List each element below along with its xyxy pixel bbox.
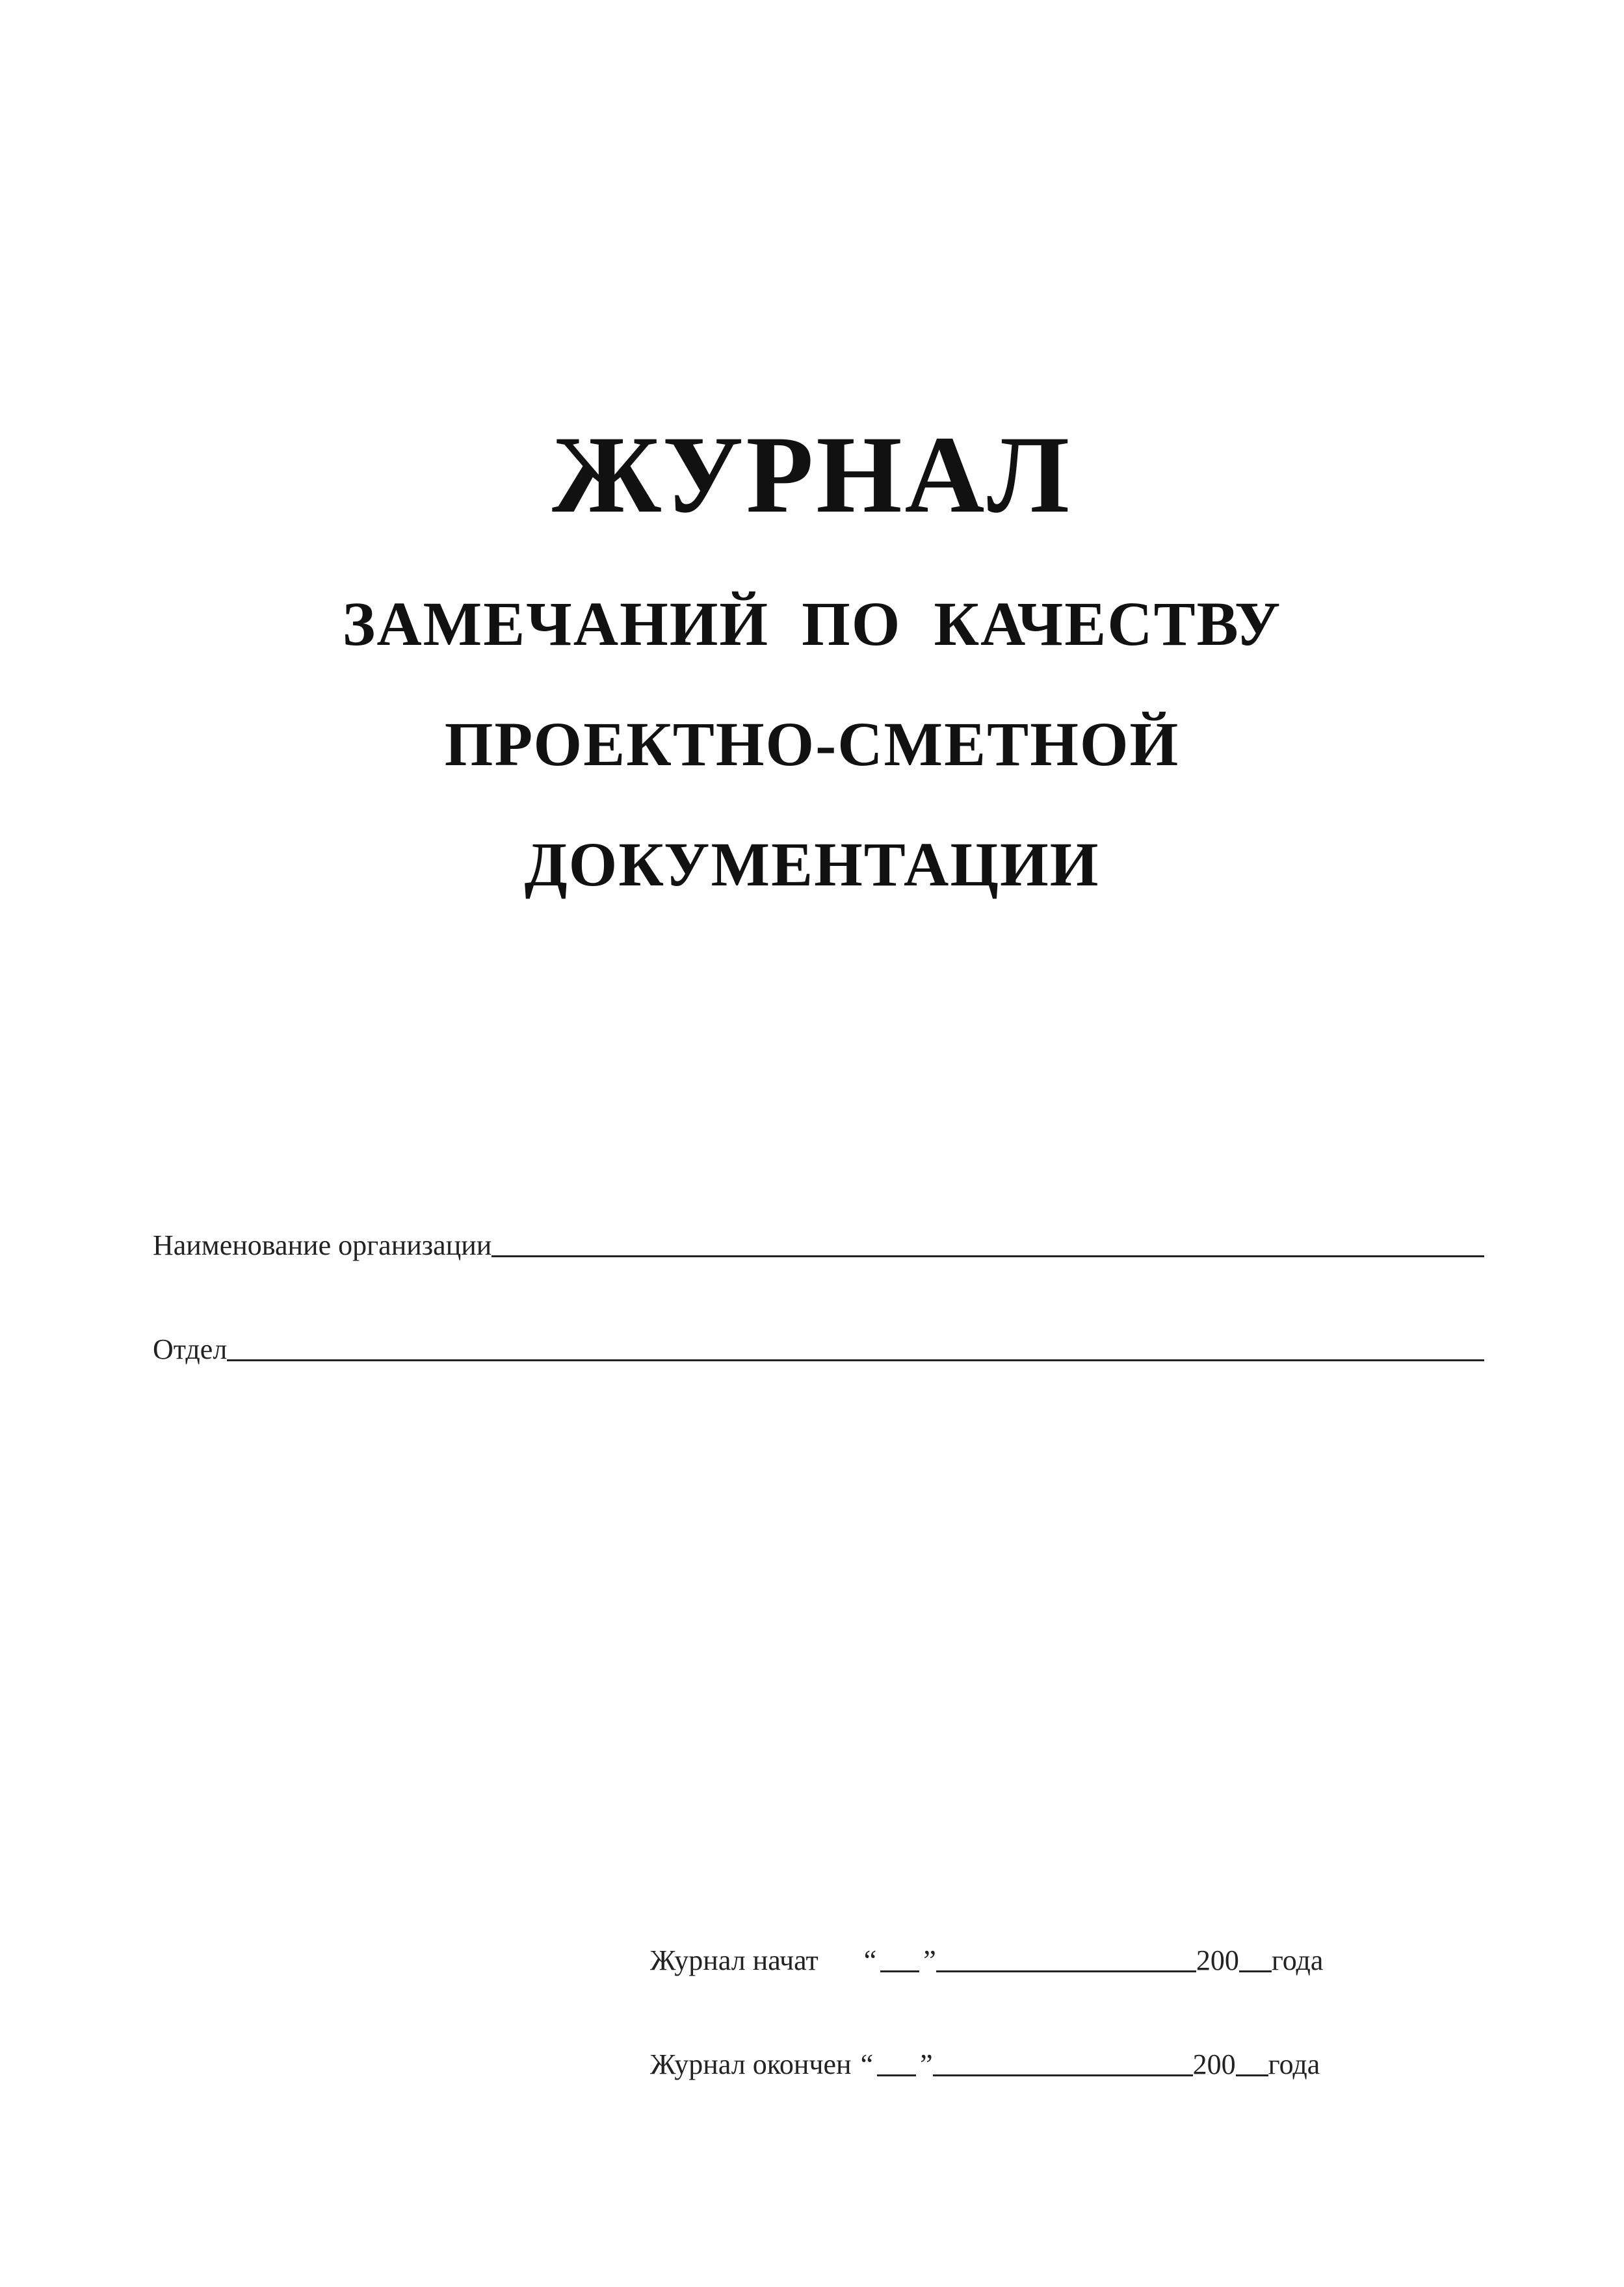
start-year-prefix: 200 [1196,1944,1239,1976]
journal-ended-label: Журнал окончен [650,2048,852,2080]
journal-title: ЖУРНАЛ [552,413,1072,536]
start-year-suffix: года [1271,1944,1324,1976]
close-quote: ” [920,2048,933,2080]
start-day-blank[interactable] [880,1970,919,1972]
open-quote: “ [863,1944,877,1976]
end-month-blank[interactable] [933,2074,1193,2076]
open-quote: “ [860,2048,874,2080]
end-year-blank[interactable] [1236,2074,1268,2076]
subtitle-line-2: ПРОЕКТНО-СМЕТНОЙ [444,709,1180,779]
subtitle-line-3: ДОКУМЕНТАЦИИ [524,830,1100,899]
department-label: Отдел [153,1333,228,1365]
end-year-suffix: года [1268,2048,1320,2080]
close-quote: ” [923,1944,936,1976]
journal-ended-row [650,2048,1320,2082]
subtitle-line-1: ЗАМЕЧАНИЙ ПО КАЧЕСТВУ [342,589,1282,659]
organization-field[interactable] [153,1229,1484,1262]
start-year-blank[interactable] [1239,1970,1272,1972]
journal-started-row [650,1944,1323,1978]
department-field[interactable] [153,1333,1484,1366]
organization-label: Наименование организации [153,1229,492,1261]
end-day-blank[interactable] [877,2074,916,2076]
journal-started-label: Журнал начат [650,1944,819,1976]
end-year-prefix: 200 [1192,2048,1236,2080]
organization-fill-line[interactable] [491,1255,1484,1257]
department-fill-line[interactable] [227,1359,1484,1361]
start-month-blank[interactable] [936,1970,1196,1972]
